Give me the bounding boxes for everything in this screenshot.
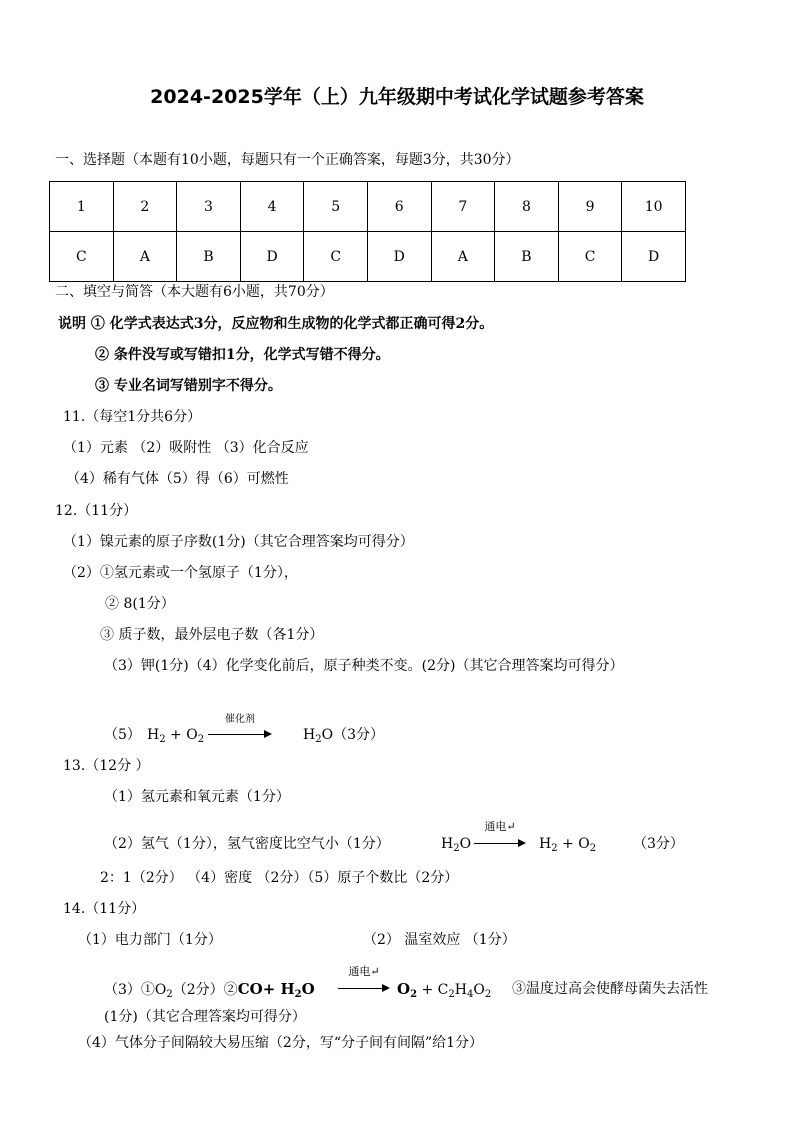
q12-equation-prefix: （5） [104,727,141,743]
q13-heading: 13.（12分 ） [63,758,150,774]
scoring-note-1: 说明 ① 化学式表达式3分，反应物和生成物的化学式都正确可得2分。 [58,316,494,332]
table-cell-number: 7 [431,182,495,232]
q11-heading: 11.（每空1分共6分） [63,409,202,425]
table-cell-number: 5 [304,182,368,232]
table-cell-number: 3 [177,182,241,232]
table-cell-answer: D [367,232,431,282]
table-cell-number: 6 [367,182,431,232]
table-cell-number: 10 [622,182,686,232]
table-cell-number: 4 [240,182,304,232]
answer-table-answer-row [50,232,686,282]
answer-table [49,181,686,282]
q12-answer-line: ② 8(1分） [105,596,175,612]
reaction-arrow-icon [208,714,272,741]
table-cell-answer: C [304,232,368,282]
table-cell-answer: B [177,232,241,282]
q12-answer-line: （3）钾(1分)（4）化学变化前后，原子种类不变。(2分)（其它合理答案均可得分） [104,658,624,674]
q14-answer-line-part: $(3)①O_2(2$分）②CO+ $H_2O$ [104,980,315,1000]
reaction-arrow-icon [474,820,526,850]
table-cell-answer: C [558,232,622,282]
page-title: 2024-2025学年（上）九年级期中考试化学试题参考答案 [150,86,644,108]
q13-equation-products: $H_2 + O_2$ [539,836,597,854]
table-cell-answer: D [622,232,686,282]
reaction-arrow-icon [338,965,390,995]
q13-answer-line: 2：1（2分） （4）密度 （2分）（5）原子个数比（2分） [100,870,459,886]
q11-answer-line: （1）元素 （2）吸附性 （3）化合反应 [63,440,309,456]
q13-equation-score: （3分） [633,836,684,852]
reaction-condition: 催化剂 [225,714,255,725]
q12-equation-reactants: $H_2 + O_2$ [147,727,205,745]
q12-answer-line: （2）①氢元素或一个氢原子（1分）， [63,565,298,581]
q12-answer-line: （1）镍元素的原子序数(1分)（其它合理答案均可得分） [63,534,414,550]
q13-answer-line: （1）氢元素和氧元素（1分） [104,789,290,805]
table-cell-answer: C [50,232,114,282]
scoring-note-3: ③ 专业名词写错别字不得分。 [95,378,282,394]
q14-answer-line: (1分)（其它合理答案均可得分） [104,1009,306,1025]
q14-heading: 14.（11分） [63,901,146,917]
section2-heading: 二、填空与简答（本大题有6小题，共70分） [55,284,334,300]
table-cell-answer: B [495,232,559,282]
table-cell-answer: A [431,232,495,282]
q13-equation-reactants: $H_2O$ [441,836,472,854]
q12-equation-products: $H_2O(3$分） [303,727,384,745]
scoring-note-2: ② 条件没写或写错扣1分，化学式写错不得分。 [95,347,390,363]
table-cell-number: 2 [113,182,177,232]
q13-answer-line: （2）氢气（1分），氢气密度比空气小（1分） [104,836,390,852]
q12-answer-line: ③ 质子数，最外层电子数（各1分） [100,627,324,643]
reaction-condition: 通电↵ [484,820,516,833]
table-cell-number: 8 [495,182,559,232]
table-cell-number: 9 [558,182,622,232]
q14-equation-products: $O_2 + C_2H_4O_2$ [397,980,492,1000]
table-cell-number: 1 [50,182,114,232]
table-cell-answer: D [240,232,304,282]
answer-table-number-row [50,182,686,232]
q11-answer-line: （4）稀有气体（5）得（6）可燃性 [66,471,289,487]
q14-answer-line-tail: ③温度过高会使酵母菌失去活性 [512,981,708,997]
q14-answer-line: （4）气体分子间隔较大易压缩（2分，写“分子间有间隔”给1分） [78,1035,484,1051]
section1-heading: 一、选择题（本题有10小题，每题只有一个正确答案，每题3分，共30分） [55,152,520,168]
q14-answer-line: （2） 温室效应 （1分） [363,932,516,948]
table-cell-answer: A [113,232,177,282]
q12-heading: 12.（11分） [55,503,138,519]
reaction-condition: 通电↵ [348,965,380,978]
q14-answer-line: （1）电力部门（1分） [78,932,222,948]
